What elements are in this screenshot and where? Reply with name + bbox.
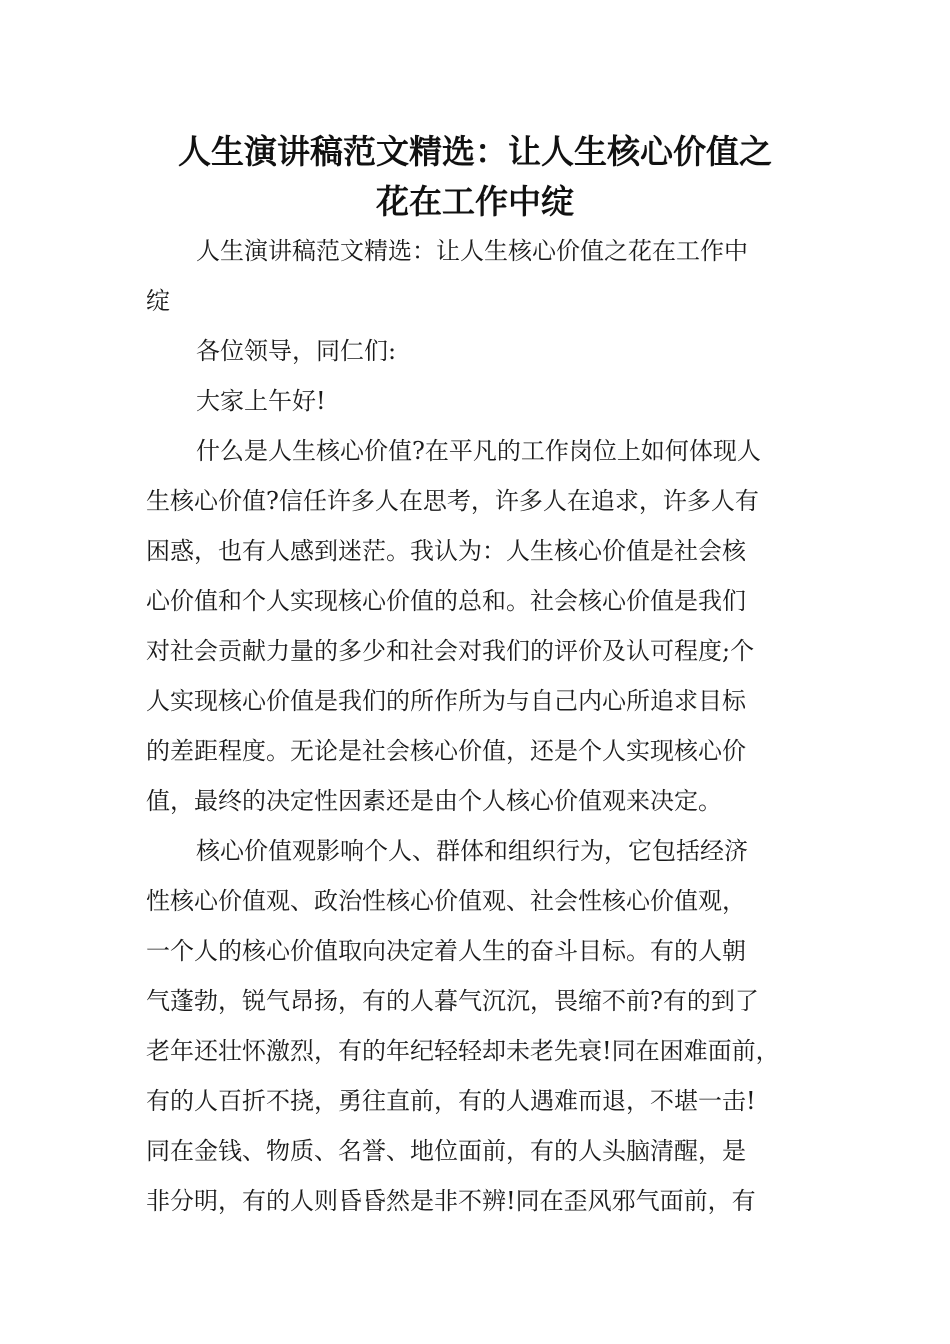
paragraph-line: 什么是人生核心价值?在平凡的工作岗位上如何体现人 — [196, 437, 761, 465]
paragraph-line: 核心价值观影响个人、群体和组织行为，它包括经济 — [196, 837, 748, 865]
paragraph-line: 心价值和个人实现核心价值的总和。社会核心价值是我们 — [146, 587, 746, 615]
paragraph-line: 的差距程度。无论是社会核心价值，还是个人实现核心价 — [146, 737, 746, 765]
paragraph-line: 值，最终的决定性因素还是由个人核心价值观来决定。 — [146, 787, 722, 815]
document-title-line-1: 人生演讲稿范文精选：让人生核心价值之 — [178, 132, 772, 171]
paragraph-line: 生核心价值?信任许多人在思考，许多人在追求，许多人有 — [146, 487, 759, 515]
paragraph-line: 老年还壮怀激烈，有的年纪轻轻却未老先衰!同在困难面前， — [146, 1037, 780, 1065]
intro-line: 人生演讲稿范文精选：让人生核心价值之花在工作中 — [196, 237, 748, 265]
paragraph-line: 人实现核心价值是我们的所作所为与自己内心所追求目标 — [146, 687, 746, 715]
paragraph-line: 有的人百折不挠，勇往直前，有的人遇难而退，不堪一击! — [146, 1087, 756, 1115]
paragraph-line: 一个人的核心价值取向决定着人生的奋斗目标。有的人朝 — [146, 937, 746, 965]
salutation: 各位领导，同仁们: — [196, 337, 397, 365]
paragraph-line: 气蓬勃，锐气昂扬，有的人暮气沉沉，畏缩不前?有的到了 — [146, 987, 759, 1015]
intro-line: 绽 — [146, 287, 170, 315]
document-title-line-2: 花在工作中绽 — [376, 182, 574, 221]
paragraph-line: 性核心价值观、政治性核心价值观、社会性核心价值观， — [146, 887, 746, 915]
paragraph-line: 非分明，有的人则昏昏然是非不辨!同在歪风邪气面前，有 — [146, 1187, 756, 1215]
paragraph-line: 同在金钱、物质、名誉、地位面前，有的人头脑清醒，是 — [146, 1137, 746, 1165]
paragraph-line: 对社会贡献力量的多少和社会对我们的评价及认可程度;个 — [146, 637, 755, 665]
paragraph-line: 困惑，也有人感到迷茫。我认为：人生核心价值是社会核 — [146, 537, 746, 565]
greeting: 大家上午好! — [196, 387, 326, 415]
